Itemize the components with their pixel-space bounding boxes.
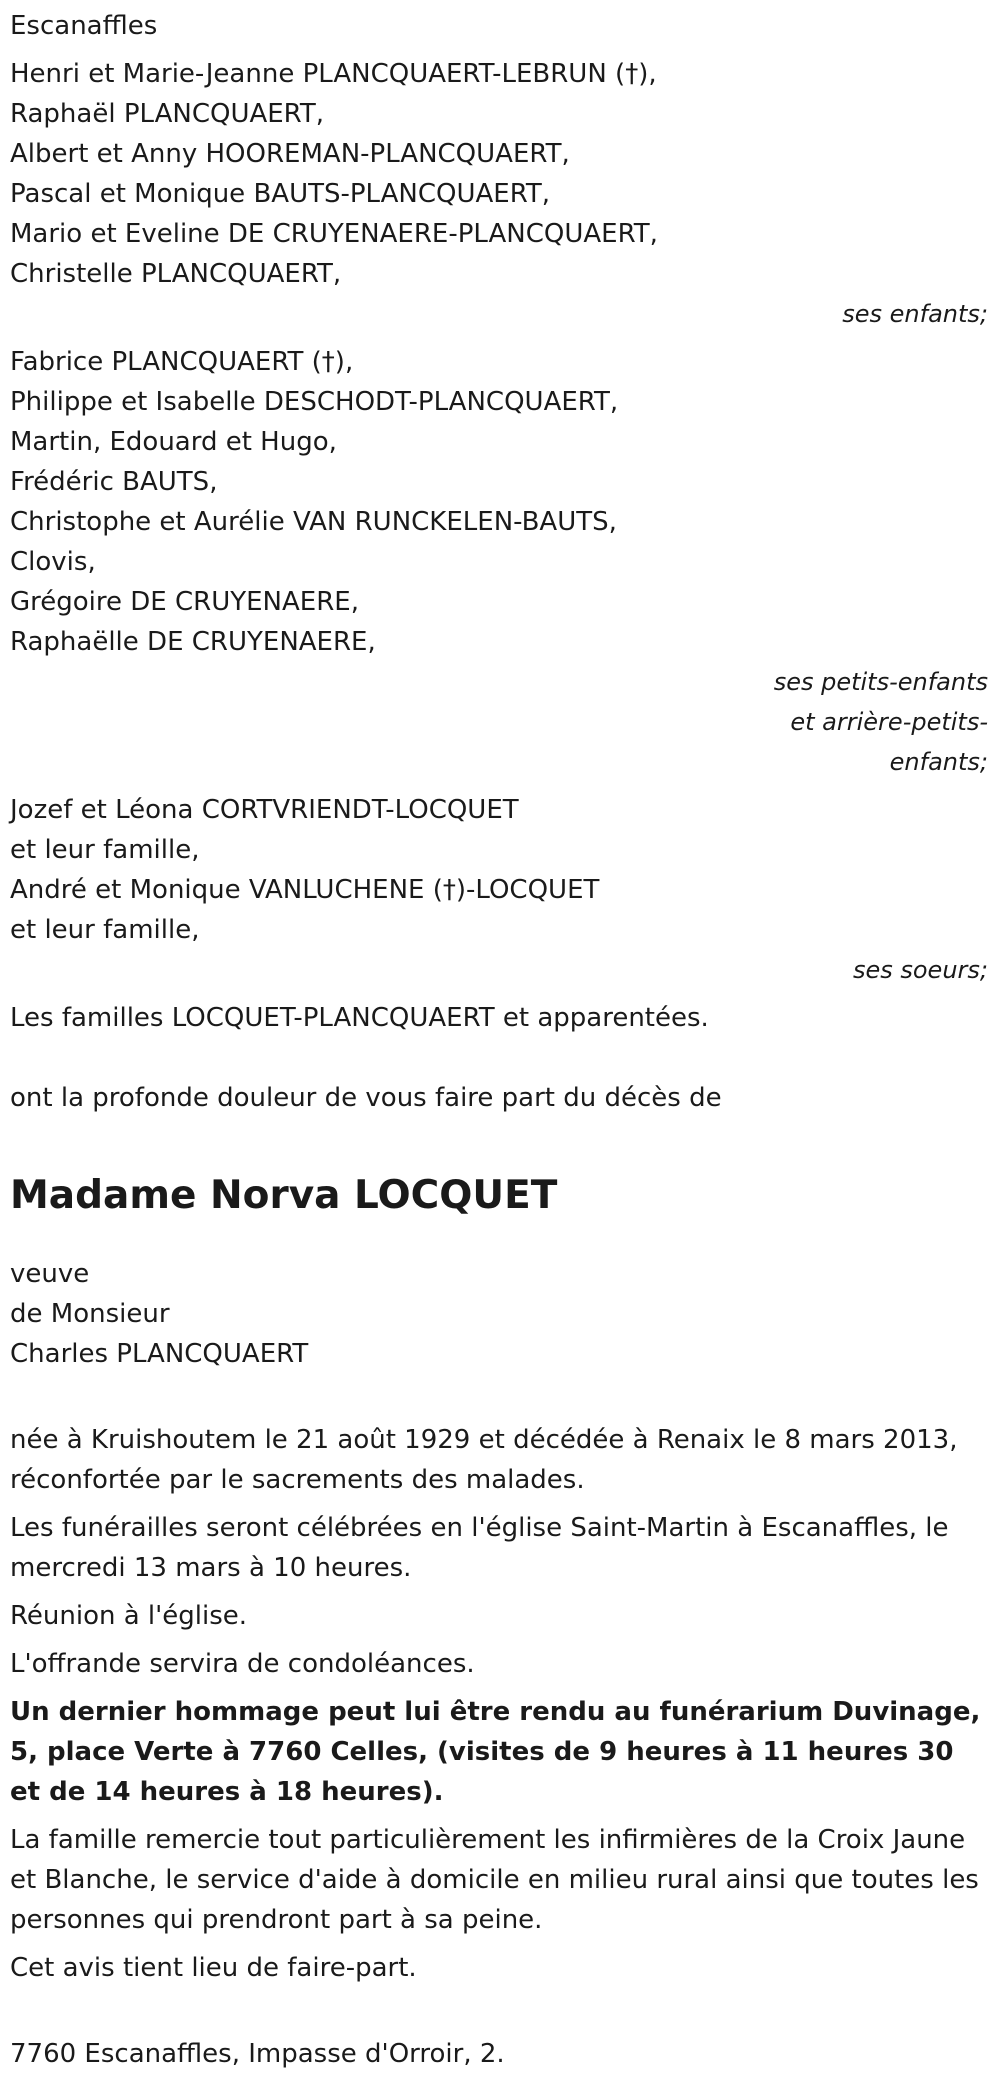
- grandchildren-label-line-2: et arrière-petits-: [790, 708, 988, 736]
- deceased-name: Madame Norva LOCQUET: [10, 1173, 558, 1218]
- list-item: Grégoire DE CRUYENAERE,: [10, 587, 359, 617]
- announcement-line: ont la profonde douleur de vous faire part du décès de: [10, 1083, 722, 1113]
- meeting-paragraph: Réunion à l'église.: [10, 1601, 248, 1631]
- list-item: Fabrice PLANCQUAERT (†),: [10, 347, 354, 377]
- list-item: Clovis,: [10, 547, 96, 577]
- offering-paragraph: L'offrande servira de condoléances.: [10, 1649, 475, 1679]
- funeral-paragraph: Les funérailles seront célébrées en l'église Saint-Martin à Escanaffles, le mercredi 13 mars à 10 heures.: [10, 1513, 949, 1583]
- address-line: 7760 Escanaffles, Impasse d'Orroir, 2.: [10, 2039, 505, 2069]
- widow-line: Charles PLANCQUAERT: [10, 1339, 309, 1369]
- list-item: Henri et Marie-Jeanne PLANCQUAERT-LEBRUN (†),: [10, 59, 657, 89]
- families-line: Les familles LOCQUET-PLANCQUAERT et apparentées.: [10, 1003, 709, 1033]
- list-item: Philippe et Isabelle DESCHODT-PLANCQUAERT,: [10, 387, 619, 417]
- homage-paragraph: Un dernier hommage peut lui être rendu au funérarium Duvinage, 5, place Verte à 7760 Celles, (visites de 9 heures à 11 heures 30 et de 14 heures à 18 heures).: [10, 1697, 981, 1807]
- place-heading: Escanaffles: [10, 11, 158, 41]
- grandchildren-label-line-1: ses petits-enfants: [773, 668, 988, 696]
- list-item: Martin, Edouard et Hugo,: [10, 427, 337, 457]
- list-item: Albert et Anny HOOREMAN-PLANCQUAERT,: [10, 139, 570, 169]
- widow-block: [10, 1254, 990, 1374]
- list-item: et leur famille,: [10, 835, 200, 865]
- children-list: [10, 54, 990, 334]
- obituary-notice: [0, 6, 1000, 2069]
- list-item: Raphaëlle DE CRUYENAERE,: [10, 627, 376, 657]
- list-item: et leur famille,: [10, 915, 200, 945]
- list-item: Christophe et Aurélie VAN RUNCKELEN-BAUTS,: [10, 507, 617, 537]
- list-item: Mario et Eveline DE CRUYENAERE-PLANCQUAERT,: [10, 219, 658, 249]
- sisters-list: [10, 790, 990, 990]
- grandchildren-label-line-3: enfants;: [889, 748, 988, 776]
- thanks-paragraph: La famille remercie tout particulièrement les infirmières de la Croix Jaune et Blanche, le service d'aide à domicile en milieu rural ainsi que toutes les personnes qui prendront part à sa peine.: [10, 1825, 979, 1935]
- list-item: Frédéric BAUTS,: [10, 467, 218, 497]
- children-label: ses enfants;: [842, 300, 988, 328]
- widow-line: de Monsieur: [10, 1299, 170, 1329]
- list-item: André et Monique VANLUCHENE (†)-LOCQUET: [10, 875, 600, 905]
- list-item: Pascal et Monique BAUTS-PLANCQUAERT,: [10, 179, 551, 209]
- list-item: Christelle PLANCQUAERT,: [10, 259, 342, 289]
- widow-line: veuve: [10, 1259, 90, 1289]
- grandchildren-list: [10, 342, 990, 782]
- birth-death-paragraph: née à Kruishoutem le 21 août 1929 et décédée à Renaix le 8 mars 2013, réconfortée par le sacrements des malades.: [10, 1425, 958, 1495]
- sisters-label: ses soeurs;: [852, 956, 988, 984]
- notice-paragraph: Cet avis tient lieu de faire-part.: [10, 1953, 417, 1983]
- list-item: Jozef et Léona CORTVRIENDT-LOCQUET: [10, 795, 519, 825]
- list-item: Raphaël PLANCQUAERT,: [10, 99, 325, 129]
